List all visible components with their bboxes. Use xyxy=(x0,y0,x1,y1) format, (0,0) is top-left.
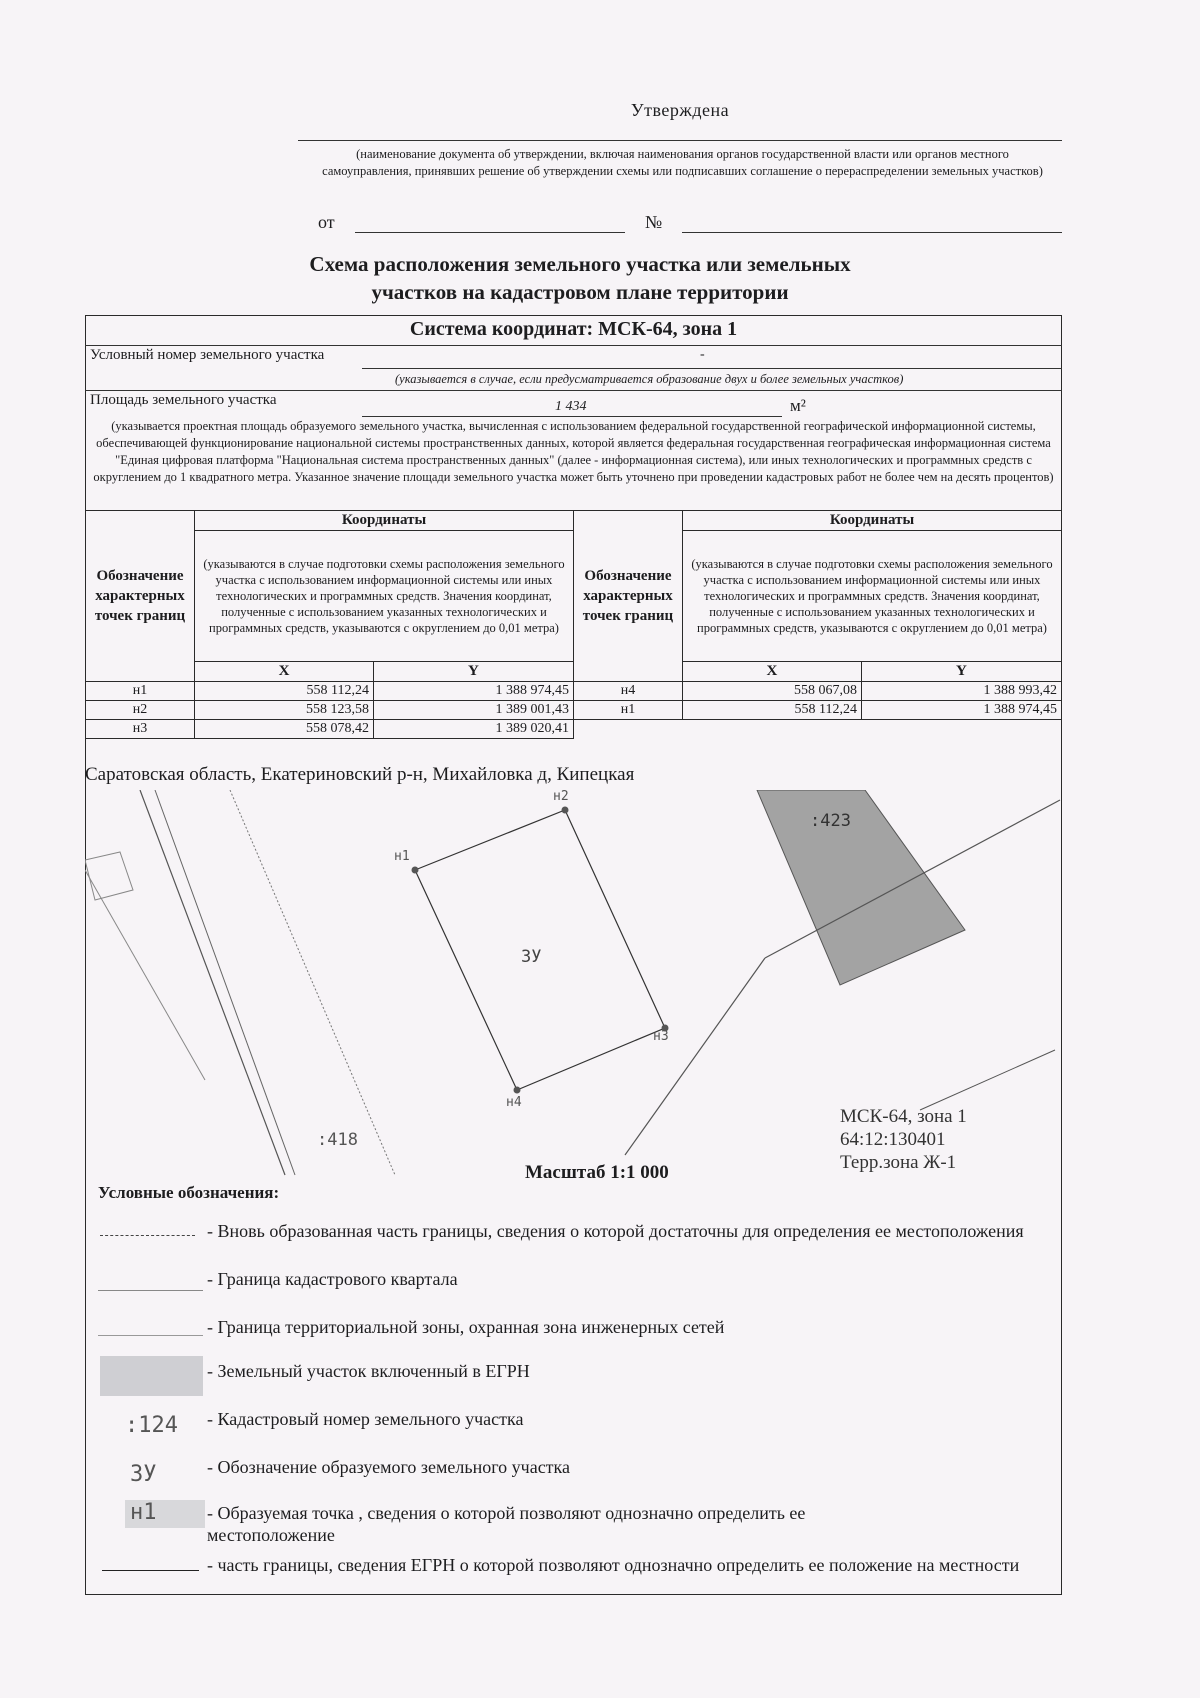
x-value: 558 067,08 xyxy=(682,682,861,701)
point-id: н3 xyxy=(86,720,195,739)
conditional-divider xyxy=(85,390,1062,391)
map-address: Саратовская область, Екатериновский р-н, Михайловка д, Кипецкая xyxy=(85,764,635,785)
x-header-left: X xyxy=(195,662,374,682)
y-value: 1 389 020,41 xyxy=(373,720,573,739)
point-n1-label: н1 xyxy=(394,849,410,864)
road-line xyxy=(85,870,205,1080)
from-label: от xyxy=(318,212,335,232)
document-title xyxy=(230,250,930,306)
coords-note-left: (указываются в случае подготовки схемы расположения земельного участка с использованием информационной системы или иных технологических и программных средств. Значения координат, полученные с использованием указанных технологических и программных средств, указываются с округлением до 0,01 метра) xyxy=(195,531,574,662)
table-row xyxy=(86,720,1062,739)
x-value: 558 123,58 xyxy=(195,701,374,720)
conditional-number-label: Условный номер земельного участка xyxy=(90,347,325,363)
area-note: (указывается проектная площадь образуемого земельного участка, вычисленная с использованием федеральной государственной географической информационной системы, обеспечивающей функционирование национальной системы пространственных данных, которой является федеральная государственная географическая информационная система "Единая цифровая платформа "Национальная система пространственных данных" (далее - информационная система), или иных технологических и программных средств с округлением до 1 квадратного метра. Указанное значение площади земельного участка может быть уточнено при проведении кадастровых работ не более чем на десять процентов) xyxy=(93,419,1054,484)
area-line xyxy=(362,416,782,417)
map-info-quarter: 64:12:130401 xyxy=(840,1129,946,1150)
point-id: н1 xyxy=(573,701,682,720)
x-value: 558 112,24 xyxy=(682,701,861,720)
conditional-number-note: (указывается в случае, если предусматривается образование двух и более земельных участков) xyxy=(395,372,904,386)
approval-line xyxy=(298,140,1062,141)
legend-sample-new-boundary xyxy=(100,1235,195,1236)
table-row xyxy=(86,701,1062,720)
parcel-423-label: :423 xyxy=(810,811,851,831)
point-n2-marker xyxy=(562,807,569,814)
legend-item-quarter: - Граница кадастрового квартала xyxy=(207,1269,458,1289)
number-label: № xyxy=(645,212,663,232)
zone-boundary xyxy=(920,1050,1055,1110)
coords-header-left: Координаты xyxy=(195,511,574,531)
number-field xyxy=(682,232,1062,233)
legend-sample-egrn-parcel xyxy=(100,1356,203,1396)
approved-label: Утверждена xyxy=(630,100,730,120)
x-header-right: X xyxy=(682,662,861,682)
point-n1-marker xyxy=(412,867,419,874)
point-n4-label: н4 xyxy=(506,1095,522,1110)
title-line-2: участков на кадастровом плане территории xyxy=(371,280,789,304)
conditional-number-line xyxy=(362,368,1062,369)
legend-sample-point-label: н1 xyxy=(130,1500,157,1525)
legend-sample-egrn-boundary xyxy=(102,1570,199,1571)
map-info xyxy=(840,1105,967,1174)
point-id: н1 xyxy=(86,682,195,701)
road-line xyxy=(140,790,285,1175)
area-unit: м² xyxy=(790,396,806,415)
point-header-left: Обозначение характерных точек границ xyxy=(86,511,195,682)
legend-item-cad-number: - Кадастровый номер земельного участка xyxy=(207,1409,524,1429)
y-value: 1 388 993,42 xyxy=(861,682,1061,701)
parcel-418-label: :418 xyxy=(317,1130,358,1150)
approval-note: (наименование документа об утверждении, включая наименования органов государственной власти или органов местного самоуправления, принявших решение об утверждении схемы или подписавших соглашение о перераспределении земельных участков) xyxy=(322,147,1043,178)
coordinates-table xyxy=(85,510,1062,739)
x-value: 558 112,24 xyxy=(195,682,374,701)
legend-sample-quarter xyxy=(98,1290,203,1291)
road-line xyxy=(230,790,395,1175)
point-n2-label: н2 xyxy=(553,790,569,804)
legend-sample-zu: ЗУ xyxy=(130,1462,157,1487)
legend-title: Условные обозначения: xyxy=(98,1183,280,1202)
map-info-crs: МСК-64, зона 1 xyxy=(840,1106,967,1127)
conditional-number-value: - xyxy=(700,347,705,362)
parcel-423 xyxy=(757,790,965,985)
table-row xyxy=(86,682,1062,701)
legend-item-new-boundary: - Вновь образованная часть границы, сведения о которой достаточны для определения ее местоположения xyxy=(207,1221,1024,1241)
y-value: 1 388 974,45 xyxy=(861,701,1061,720)
legend-item-zone: - Граница территориальной зоны, охранная зона инженерных сетей xyxy=(207,1317,725,1337)
y-value: 1 388 974,45 xyxy=(373,682,573,701)
date-field xyxy=(355,232,625,233)
title-line-1: Схема расположения земельного участка или земельных xyxy=(309,252,851,276)
point-id: н2 xyxy=(86,701,195,720)
area-label: Площадь земельного участка xyxy=(90,392,277,408)
area-value: 1 434 xyxy=(555,399,587,414)
x-value: 558 078,42 xyxy=(195,720,374,739)
road-line xyxy=(155,790,295,1175)
map-info-zone: Терр.зона Ж-1 xyxy=(840,1152,957,1173)
point-n4-marker xyxy=(514,1087,521,1094)
y-header-right: Y xyxy=(861,662,1061,682)
legend-sample-cad-number: :124 xyxy=(125,1413,178,1438)
legend-item-egrn-parcel: - Земельный участок включенный в ЕГРН xyxy=(207,1361,530,1381)
coord-system-divider xyxy=(85,345,1062,346)
point-n3-label: н3 xyxy=(653,1029,669,1044)
point-id: н4 xyxy=(573,682,682,701)
y-header-left: Y xyxy=(373,662,573,682)
legend-item-zu: - Обозначение образуемого земельного участка xyxy=(207,1457,571,1477)
point-header-right: Обозначение характерных точек границ xyxy=(573,511,682,682)
zu-label: ЗУ xyxy=(521,947,542,967)
coords-note-right: (указываются в случае подготовки схемы расположения земельного участка с использованием информационной системы или иных технологических и программных средств. Значения координат, полученные с использованием указанных технологических и программных средств, указываются с округлением до 0,01 метра) xyxy=(682,531,1061,662)
y-value: 1 389 001,43 xyxy=(373,701,573,720)
building-outline xyxy=(85,852,133,900)
legend-item-egrn-boundary: - часть границы, сведения ЕГРН о которой позволяют однозначно определить ее положение на местности xyxy=(207,1555,1020,1575)
map-scale: Масштаб 1:1 000 xyxy=(525,1162,669,1183)
legend-sample-zone xyxy=(98,1335,203,1336)
coord-system-title: Система координат: МСК-64, зона 1 xyxy=(409,318,738,340)
legend-item-point: - Образуемая точка , сведения о которой позволяют однозначно определить ее местоположение xyxy=(207,1503,806,1545)
coords-header-right: Координаты xyxy=(682,511,1061,531)
